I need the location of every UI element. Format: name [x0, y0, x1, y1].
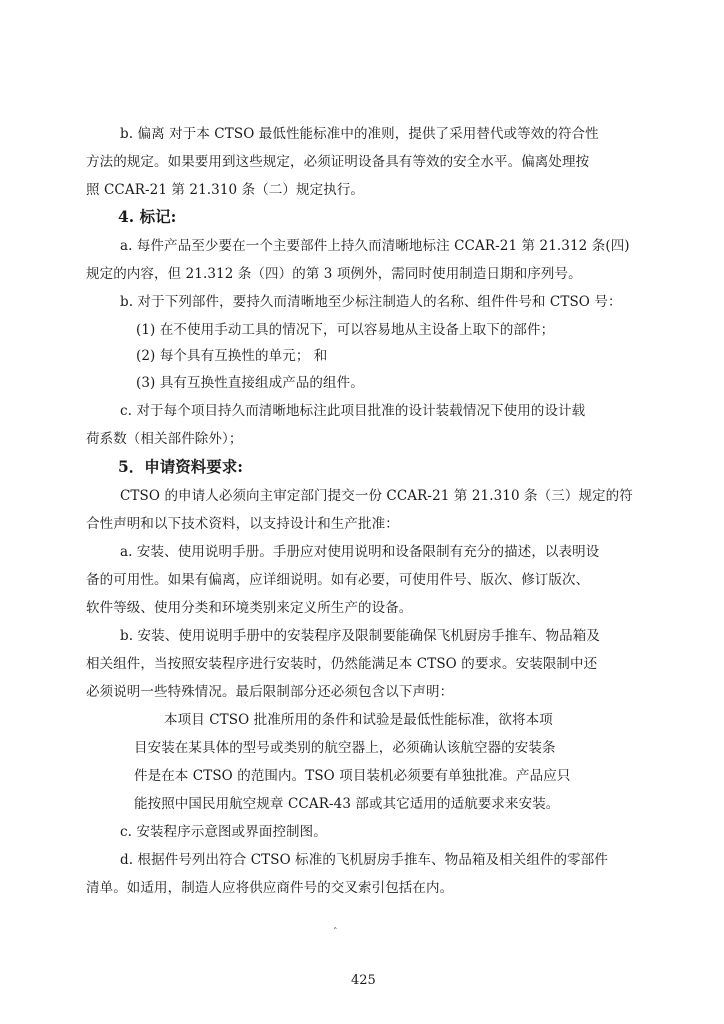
- marking-item-c-line-2: 荷系数（相关部件除外）；: [86, 431, 243, 447]
- application-item-a-line-3: 软件等级、使用分类和环境类别来定义所生产的设备。: [86, 600, 413, 616]
- deviation-line-3: 照 CCAR-21 第 21.310 条（二）规定执行。: [86, 182, 365, 198]
- marking-sub-item-2: (2) 每个具有互换性的单元； 和: [136, 348, 328, 364]
- statement-line-2: 目安装在某具体的型号或类别的航空器上，必须确认该航空器的安装条: [134, 740, 556, 756]
- section-4-heading: 4. 标记:: [118, 207, 177, 226]
- application-item-d-line-2: 清单。如适用，制造人应将供应商件号的交叉索引包括在内。: [86, 880, 454, 896]
- application-item-d-line-1: d. 根据件号列出符合 CTSO 标准的飞机厨房手推车、物品箱及相关组件的零部件: [120, 852, 608, 868]
- marking-item-a-line-2: 规定的内容，但 21.312 条（四）的第 3 项例外，需同时使用制造日期和序列号。: [86, 266, 582, 282]
- statement-line-4: 能按照中国民用航空规章 CCAR-43 部或其它适用的适航要求来安装。: [134, 796, 560, 812]
- application-item-a-line-2: 备的可用性。如果有偏离，应详细说明。如有必要，可使用件号、版次、修订版次、: [86, 572, 590, 588]
- application-item-b-line-2: 相关组件，当按照安装程序进行安装时，仍然能满足本 CTSO 的要求。安装限制中还: [86, 656, 598, 672]
- application-item-c: c. 安装程序示意图或界面控制图。: [120, 824, 327, 840]
- stray-mark: ˆ: [333, 928, 338, 938]
- marking-item-a-line-1: a. 每件产品至少要在一个主要部件上持久而清晰地标注 CCAR-21 第 21.312 条(四): [120, 238, 630, 254]
- deviation-line-1: b. 偏离 对于本 CTSO 最低性能标准中的准则，提供了采用替代或等效的符合性: [120, 126, 599, 142]
- application-item-b-line-3: 必须说明一些特殊情况。最后限制部分还必须包含以下声明：: [86, 684, 454, 700]
- application-intro-line-2: 合性声明和以下技术资料，以支持设计和生产批准：: [86, 516, 399, 532]
- section-5-heading: 5．申请资料要求:: [118, 457, 244, 476]
- marking-sub-item-3: (3) 具有互换性直接组成产品的组件。: [136, 375, 364, 391]
- statement-line-1: 本项目 CTSO 批准所用的条件和试验是最低性能标准，欲将本项: [164, 712, 553, 728]
- application-item-a-line-1: a. 安装、使用说明手册。手册应对使用说明和设备限制有充分的描述，以表明设: [120, 544, 600, 560]
- deviation-line-2: 方法的规定。如果要用到这些规定，必须证明设备具有等效的安全水平。偏离处理按: [86, 154, 590, 170]
- application-intro-line-1: CTSO 的申请人必须向主审定部门提交一份 CCAR-21 第 21.310 条（三）规定的符: [120, 488, 633, 504]
- marking-item-c-line-1: c. 对于每个项目持久而清晰地标注此项目批准的设计装载情况下使用的设计载: [120, 403, 586, 419]
- application-item-b-line-1: b. 安装、使用说明手册中的安装程序及限制要能确保飞机厨房手推车、物品箱及: [120, 628, 600, 644]
- marking-sub-item-1: (1) 在不使用手动工具的情况下，可以容易地从主设备上取下的部件；: [136, 322, 555, 338]
- statement-line-3: 件是在本 CTSO 的范围内。TSO 项目装机必须要有单独批准。产品应只: [134, 768, 571, 784]
- marking-item-b: b. 对于下列部件，要持久而清晰地至少标注制造人的名称、组件件号和 CTSO 号：: [120, 294, 622, 310]
- page-number: 425: [351, 973, 376, 988]
